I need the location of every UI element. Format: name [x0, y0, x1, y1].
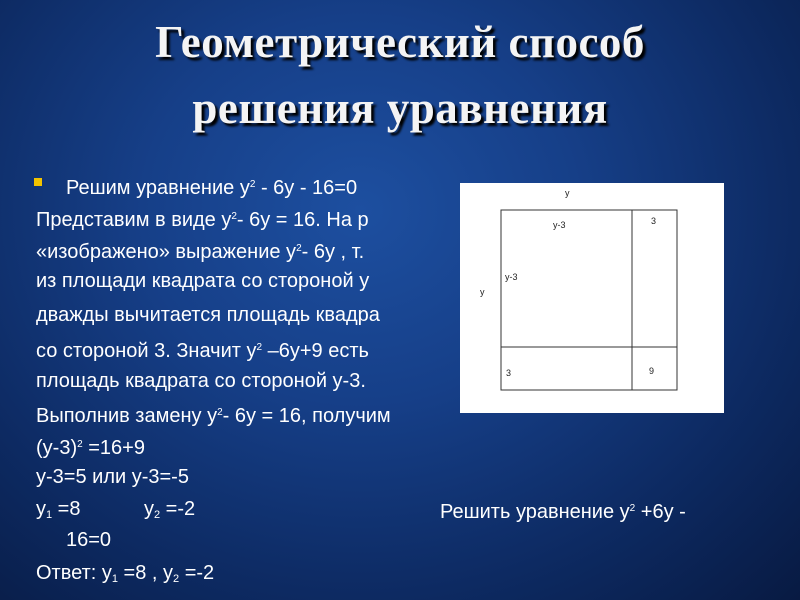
text-line-3: «изображено» выражение $у^2-$ 6у , т.: [36, 241, 365, 263]
diagram-label-side: у-3: [505, 272, 518, 282]
text-line-10: у-3=5 или у-3=-5: [36, 466, 189, 488]
text-line-1: Решим уравнение $у^2 - 6у - 16=0$: [66, 177, 358, 199]
bullet-square-icon: [34, 178, 42, 186]
text-line-8: Выполнив замену $у^2-$ 6у = 16, получим: [36, 405, 391, 427]
text-line-11-y2: $у_2 =-2$: [144, 498, 196, 521]
text-line-9: $(у-3)^2 =16+9$: [36, 437, 145, 459]
diagram-label-cell-br: 9: [649, 366, 655, 376]
slide-title-line1: Геометрический способ: [155, 17, 645, 67]
square-diagram: [460, 183, 724, 413]
diagram-label-cell-tr: 3: [651, 216, 657, 226]
diagram-label-left: у: [480, 287, 485, 297]
slide-title-line2: решения уравнения: [192, 83, 608, 133]
text-line-answer: Ответ: $у_1 =8$ , $у_2 =-2$: [36, 562, 215, 585]
text-line-12: 16=0: [66, 529, 112, 551]
text-line-2: Представим в виде $у^2-$ 6у = 16. На р: [36, 209, 369, 231]
diagram-label-top: у: [565, 188, 570, 198]
text-line-7: площадь квадрата со стороной у-3.: [36, 370, 366, 392]
diagram-label-cell-top: у-3: [553, 220, 566, 230]
diagram-label-cell-bl: 3: [506, 368, 512, 378]
text-line-5: дважды вычитается площадь квадра: [36, 304, 380, 326]
text-line-4: из площади квадрата со стороной у: [36, 270, 370, 292]
text-line-6: со стороной 3. Значит $у^2$ –6у+9 есть: [36, 340, 369, 362]
text-line-11-task: Решить уравнение $у^2 +6у$ -: [440, 501, 686, 523]
text-line-11-y1: $у_1 =8$: [36, 498, 81, 521]
outer-square: [501, 210, 677, 390]
